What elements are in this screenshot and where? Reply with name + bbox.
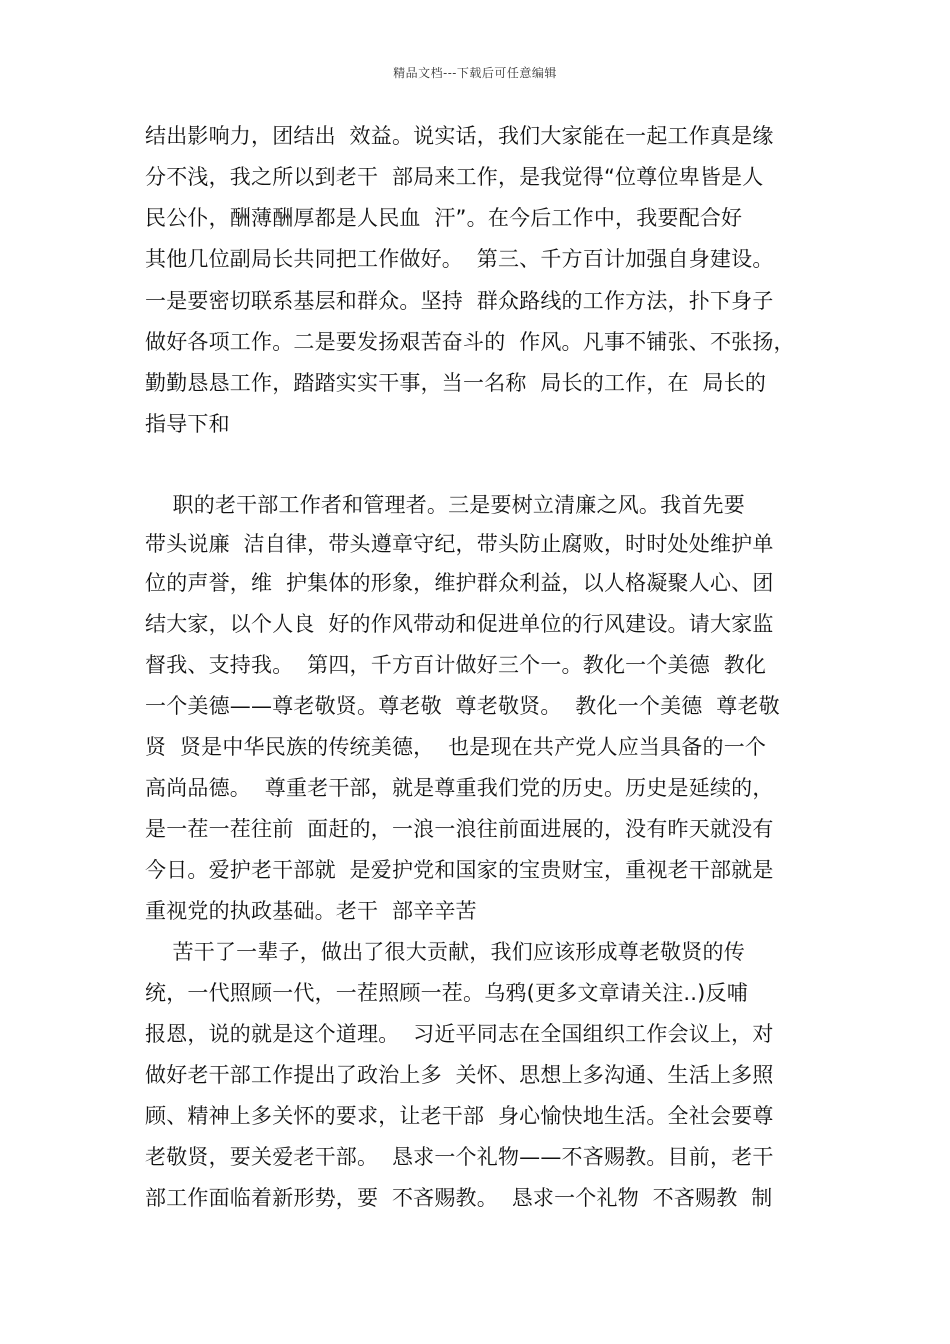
text-line: 位的声誉，维 护集体的形象，维护群众利益，以人格凝聚人心、团	[145, 571, 774, 595]
text-line: 带头说廉 洁自律，带头遵章守纪，带头防止腐败，时时处处维护单	[145, 532, 774, 556]
text-line: 做好老干部工作提出了政治上多 关怀、思想上多沟通、生活上多照	[145, 1063, 774, 1087]
text-line: 顾、精神上多关怀的要求，让老干部 身心愉快地生活。全社会要尊	[145, 1104, 774, 1128]
text-line: 部工作面临着新形势，要 不吝赐教。 恳求一个礼物 不吝赐教 制	[145, 1186, 773, 1210]
text-line: 民公仆，酬薄酬厚都是人民血 汗”。在今后工作中，我要配合好	[145, 206, 743, 230]
text-line: 其他几位副局长共同把工作做好。 第三、千方百计加强自身建设。	[145, 247, 774, 271]
text-line: 重视党的执政基础。老干 部辛辛苦	[145, 899, 477, 923]
text-line: 分不浅，我之所以到老干 部局来工作，是我觉得“位尊位卑皆是人	[145, 165, 764, 189]
text-line: 统，一代照顾一代，一茬照顾一茬。乌鸦(更多文章请关注..)反哺	[145, 981, 748, 1005]
text-line: 是一茬一茬往前 面赶的，一浪一浪往前面进展的，没有昨天就没有	[145, 817, 774, 841]
text-line: 贤 贤是中华民族的传统美德， 也是现在共产党人应当具备的一个	[145, 735, 767, 759]
text-line: 高尚品德。 尊重老干部，就是尊重我们党的历史。历史是延续的，	[145, 776, 774, 800]
text-line: 勤勤恳恳工作，踏踏实实干事，当一名称 局长的工作，在 局长的	[145, 371, 767, 395]
text-line: 做好各项工作。二是要发扬艰苦奋斗的 作风。凡事不铺张、不张扬，	[145, 330, 795, 354]
text-line: 职的老干部工作者和管理者。三是要树立清廉之风。我首先要	[145, 493, 745, 517]
text-line: 督我、支持我。 第四，千方百计做好三个一。教化一个美德 教化	[145, 653, 767, 677]
text-line: 报恩，说的就是这个道理。 习近平同志在全国组织工作会议上，对	[145, 1022, 774, 1046]
text-line: 一个美德——尊老敬贤。尊老敬 尊老敬贤。 教化一个美德 尊老敬	[145, 694, 780, 718]
text-line: 结大家，以个人良 好的作风带动和促进单位的行风建设。请大家监	[145, 612, 774, 636]
text-line: 今日。爱护老干部就 是爱护党和国家的宝贵财宝，重视老干部就是	[145, 858, 774, 882]
text-line: 指导下和	[145, 412, 230, 436]
text-line: 老敬贤，要关爱老干部。 恳求一个礼物——不吝赐教。目前，老干	[145, 1145, 774, 1169]
page-header: 精品文档---下载后可任意编辑	[393, 66, 557, 80]
text-line: 苦干了一辈子，做出了很大贡献，我们应该形成尊老敬贤的传	[145, 940, 745, 964]
text-line: 结出影响力，团结出 效益。说实话，我们大家能在一起工作真是缘	[145, 124, 774, 148]
text-line: 一是要密切联系基层和群众。坚持 群众路线的工作方法，扑下身子	[145, 289, 774, 313]
